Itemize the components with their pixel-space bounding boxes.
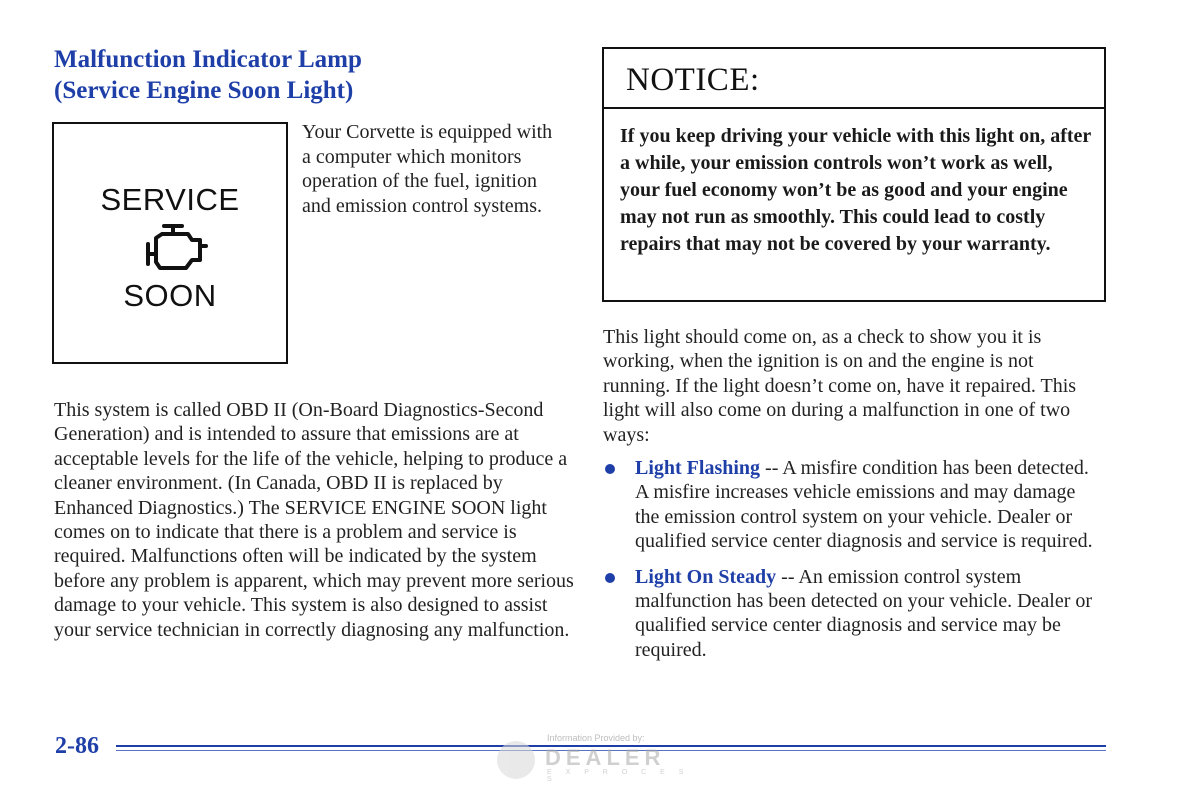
obd-paragraph: This system is called OBD II (On-Board Diagnostics-Second Generation) and is intended to assure that emissions are at acceptable levels for the life of the vehicle, helping to produce a cleaner environment. (In Canada, OBD II is replaced by Enhanced Diagnostics.) The SERVICE ENGINE SOON light comes on to indicate that there is a problem and service is required. Malfunctions often will be indicated by the system before any problem is apparent, which may prevent more serious damage to your vehicle. This system is also designed to assist your service technician in correctly diagnosing any malfunction. [54,399,574,641]
bullet-heading: Light On Steady [635,565,777,588]
notice-title: NOTICE: [604,49,1104,109]
bullet-icon [605,573,615,583]
watermark-subtext: E X P R O C E S S [547,769,690,783]
list-item [603,456,1103,554]
intro-paragraph: Your Corvette is equipped with a computer which monitors operation of the fuel, ignition and emission control systems. [302,121,553,217]
lamp-service-text: SERVICE [100,182,240,217]
notice-body: If you keep driving your vehicle with this light on, after a while, your emission controls won’t work as well, your fuel economy won’t be as good and your engine may not run as smoothly. This could lead to costly repairs that may not be covered by your warranty. [620,125,1091,255]
engine-icon [138,220,210,276]
service-engine-soon-lamp-illustration [52,122,288,364]
section-heading [54,44,362,106]
notice-box [602,47,1106,302]
lamp-soon-text: SOON [123,278,217,313]
heading-line-1: Malfunction Indicator Lamp [54,46,362,73]
heading-line-2: (Service Engine Soon Light) [54,77,354,104]
watermark-caption: Information Provided by: [547,733,645,743]
watermark-logo-icon [497,741,535,779]
list-item [603,565,1103,663]
bullet-icon [605,464,615,474]
light-check-paragraph: This light should come on, as a check to show you it is working, when the ignition is on and the engine is not running. If the light doesn’t come on, have it repaired. This light will also come on during a malfunction in one of two ways: [603,326,1077,446]
bullet-text: -- An emission control system malfunction has been detected on your vehicle. Dealer or qualified service center diagnosis and service may be required. [635,565,1093,661]
bullet-list [603,456,1103,673]
watermark-logo-text: DEALER [545,745,666,770]
page-number: 2-86 [55,733,99,759]
watermark [497,733,697,783]
bullet-text: -- A misfire condition has been detected. A misfire increases vehicle emissions and may damage the emission control system on your vehicle. Dealer or qualified service center diagnosis and service is required. [635,457,1093,553]
bullet-heading: Light Flashing [635,457,761,479]
